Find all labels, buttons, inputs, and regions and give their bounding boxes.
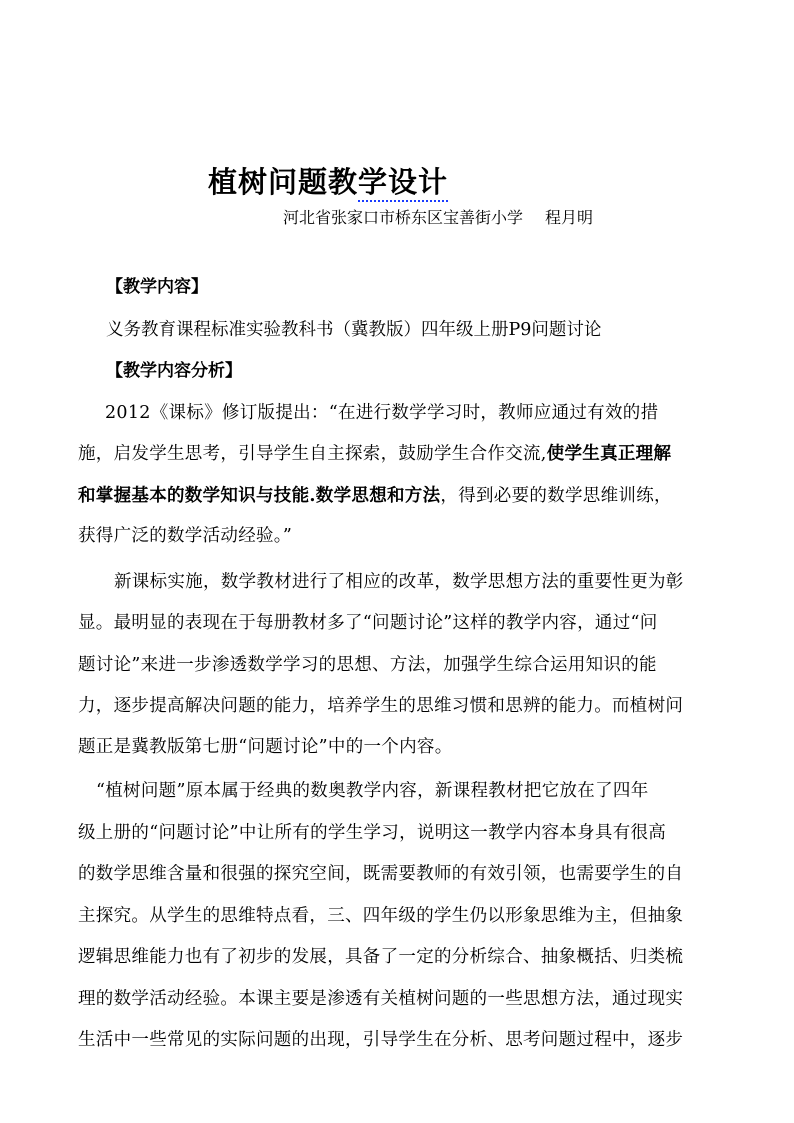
p1-line-3-text: ，得到必要的数学思维训练，	[440, 486, 672, 506]
p1-line-2-bold: 使学生真正理解	[546, 444, 672, 464]
author-line	[283, 205, 593, 228]
author-name: 程月明	[545, 208, 594, 227]
p2-line-5: 题正是冀教版第七册“问题讨论”中的一个内容。	[78, 737, 453, 757]
p1-line-4: 获得广泛的数学活动经验。”	[78, 526, 293, 546]
p3-line-5: 逻辑思维能力也有了初步的发展，具备了一定的分析综合、抽象概括、归类梳	[78, 947, 684, 967]
p3-line-1: “植树问题”原本属于经典的数奥教学内容，新课程教材把它放在了四年	[96, 781, 649, 801]
p1-line-3	[78, 482, 718, 507]
p2-line-3: 题讨论”来进一步渗透数学学习的思想、方法，加强学生综合运用知识的能	[78, 655, 657, 675]
p2-line-4: 力，逐步提高解决问题的能力，培养学生的思维习惯和思辨的能力。而植树问	[78, 696, 684, 716]
title-main: 植树问题教	[208, 165, 359, 199]
p1-line-2-text: 施，启发学生思考，引导学生自主探索，鼓励学生合作交流,	[78, 444, 547, 464]
document-title	[208, 160, 448, 201]
title-underlined: 学设计	[358, 165, 448, 202]
p3-line-2: 级上册的“问题讨论”中让所有的学生学习，说明这一教学内容本身具有很高	[78, 823, 667, 843]
p2-line-2: 显。最明显的表现在于每册教材多了“问题讨论”这样的教学内容，通过“问	[78, 613, 658, 633]
author-school: 河北省张家口市桥东区宝善街小学	[283, 208, 524, 227]
p3-line-3: 的数学思维含量和很强的探究空间，既需要教师的有效引领，也需要学生的自	[78, 864, 684, 884]
p1-line-1: 2012《课标》修订版提出：“在进行数学学习时，教师应通过有效的措	[105, 403, 659, 423]
heading-content: 【教学内容】	[106, 277, 208, 297]
p1-line-3-bold: 和掌握基本的数学知识与技能.数学思想和方法	[78, 486, 441, 506]
p3-line-6: 理的数学活动经验。本课主要是渗透有关植树问题的一些思想方法，通过现实	[78, 989, 684, 1009]
heading-analysis: 【教学内容分析】	[106, 361, 242, 381]
p1-line-2	[78, 440, 718, 465]
p3-line-7: 生活中一些常见的实际问题的出现，引导学生在分析、思考问题过程中，逐步	[78, 1030, 684, 1050]
p3-line-4: 主探究。从学生的思维特点看，三、四年级的学生仍以形象思维为主，但抽象	[78, 906, 684, 926]
p2-line-1: 新课标实施，数学教材进行了相应的改革，数学思想方法的重要性更为彰	[114, 572, 684, 592]
content-line: 义务教育课程标准实验教科书（冀教版）四年级上册P9问题讨论	[106, 320, 602, 340]
